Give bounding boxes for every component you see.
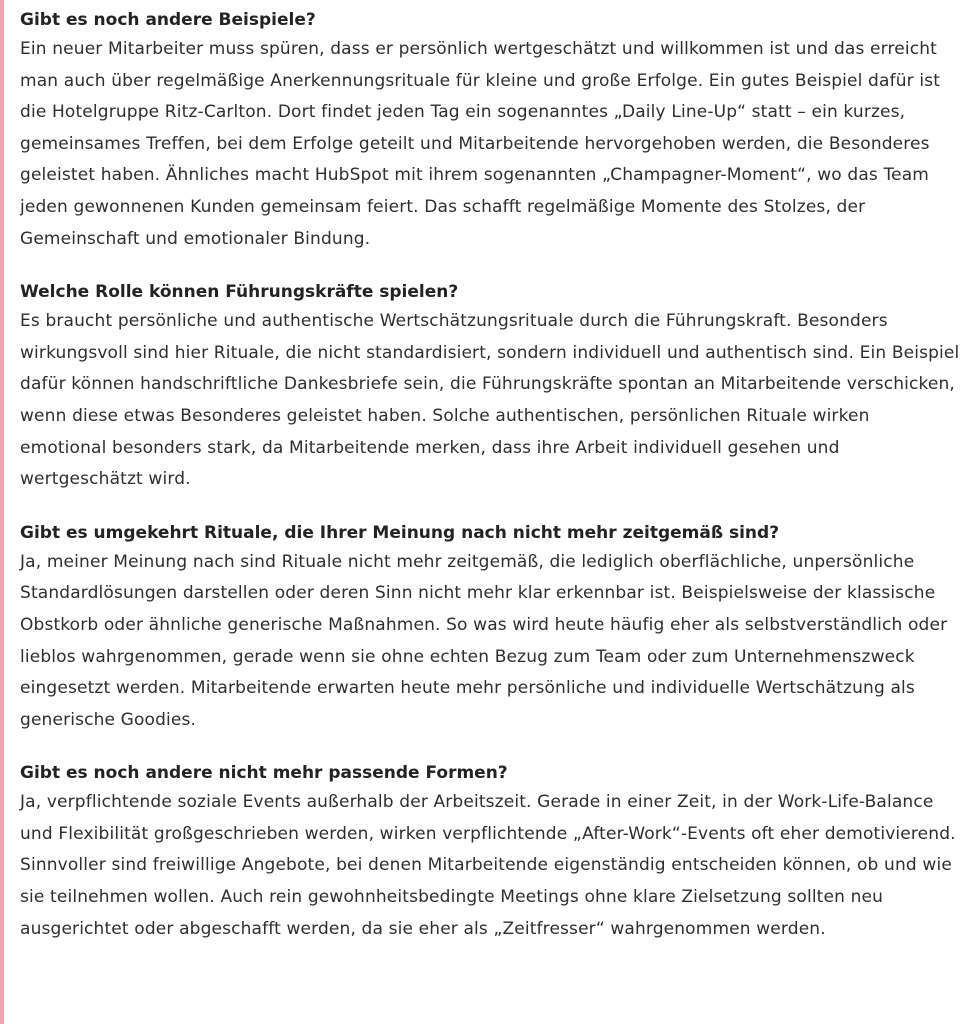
qa-section bbox=[20, 6, 960, 255]
question-heading: Welche Rolle können Führungskräfte spielen? bbox=[20, 282, 459, 303]
answer-paragraph: Es braucht persönliche und authentische Wertschätzungsrituale durch die Führungskraft. Besonders wirkungsvoll sind hier Rituale, die nicht standardisiert, sondern individuell und authentisch sind. Ein Beispiel dafür können handschriftliche Dankesbriefe sein, die Führungskräfte spontan an Mitarbeitende verschicken, wenn diese etwas Besonderes geleistet haben. Solche authentischen, persönlichen Rituale wirken emotional besonders stark, da Mitarbeitende merken, dass ihre Arbeit individuell gesehen und wertgeschätzt wird. bbox=[20, 311, 960, 490]
question-heading: Gibt es noch andere nicht mehr passende Formen? bbox=[20, 763, 508, 784]
question-heading: Gibt es noch andere Beispiele? bbox=[20, 10, 316, 30]
answer-paragraph: Ein neuer Mitarbeiter muss spüren, dass er persönlich wertgeschätzt und willkommen ist und das erreicht man auch über regelmäßige Anerkennungsrituale für kleine und große Erfolge. Ein gutes Beispiel dafür ist die Hotelgruppe Ritz-Carlton. Dort findet jeden Tag ein sogenanntes „Daily Line-Up“ statt – ein kurzes, gemeinsames Treffen, bei dem Erfolge geteilt und Mitarbeitende hervorgehoben werden, die Besonderes geleistet haben. Ähnliches macht HubSpot mit ihrem sogenannten „Champagner-Moment“, wo das Team jeden gewonnenen Kunden gemeinsam feiert. Das schafft regelmäßige Momente des Stolzes, der Gemeinschaft und emotionaler Bindung. bbox=[20, 39, 941, 249]
question-heading: Gibt es umgekehrt Rituale, die Ihrer Meinung nach nicht mehr zeitgemäß sind? bbox=[20, 522, 780, 543]
left-accent-bar bbox=[0, 0, 4, 1024]
answer-paragraph: Ja, verpflichtende soziale Events außerhalb der Arbeitszeit. Gerade in einer Zeit, in der Work-Life-Balance und Flexibilität großgeschrieben werden, wirken verpflichtende „After-Work“-Events oft eher demotivierend. Sinnvoller sind freiwillige Angebote, bei denen Mitarbeitende eigenständig entscheiden können, ob und wie sie teilnehmen wollen. Auch rein gewohnheitsbedingte Meetings ohne klare Zielsetzung sollten neu ausgerichtet oder abgeschafft werden, da sie eher als „Zeitfresser“ wahrgenommen werden. bbox=[20, 792, 956, 939]
qa-section bbox=[20, 759, 960, 945]
qa-section bbox=[20, 519, 960, 737]
interview-article bbox=[20, 6, 960, 968]
qa-section bbox=[20, 278, 960, 496]
answer-paragraph: Ja, meiner Meinung nach sind Rituale nicht mehr zeitgemäß, die lediglich oberflächliche, unpersönliche Standardlösungen darstellen oder deren Sinn nicht mehr klar erkennbar ist. Beispielsweise der klassische Obstkorb oder ähnliche generische Maßnahmen. So was wird heute häufig eher als selbstverständlich oder lieblos wahrgenommen, gerade wenn sie ohne echten Bezug zum Team oder zum Unternehmenszweck eingesetzt werden. Mitarbeitende erwarten heute mehr persönliche und individuelle Wertschätzung als generische Goodies. bbox=[20, 551, 948, 730]
